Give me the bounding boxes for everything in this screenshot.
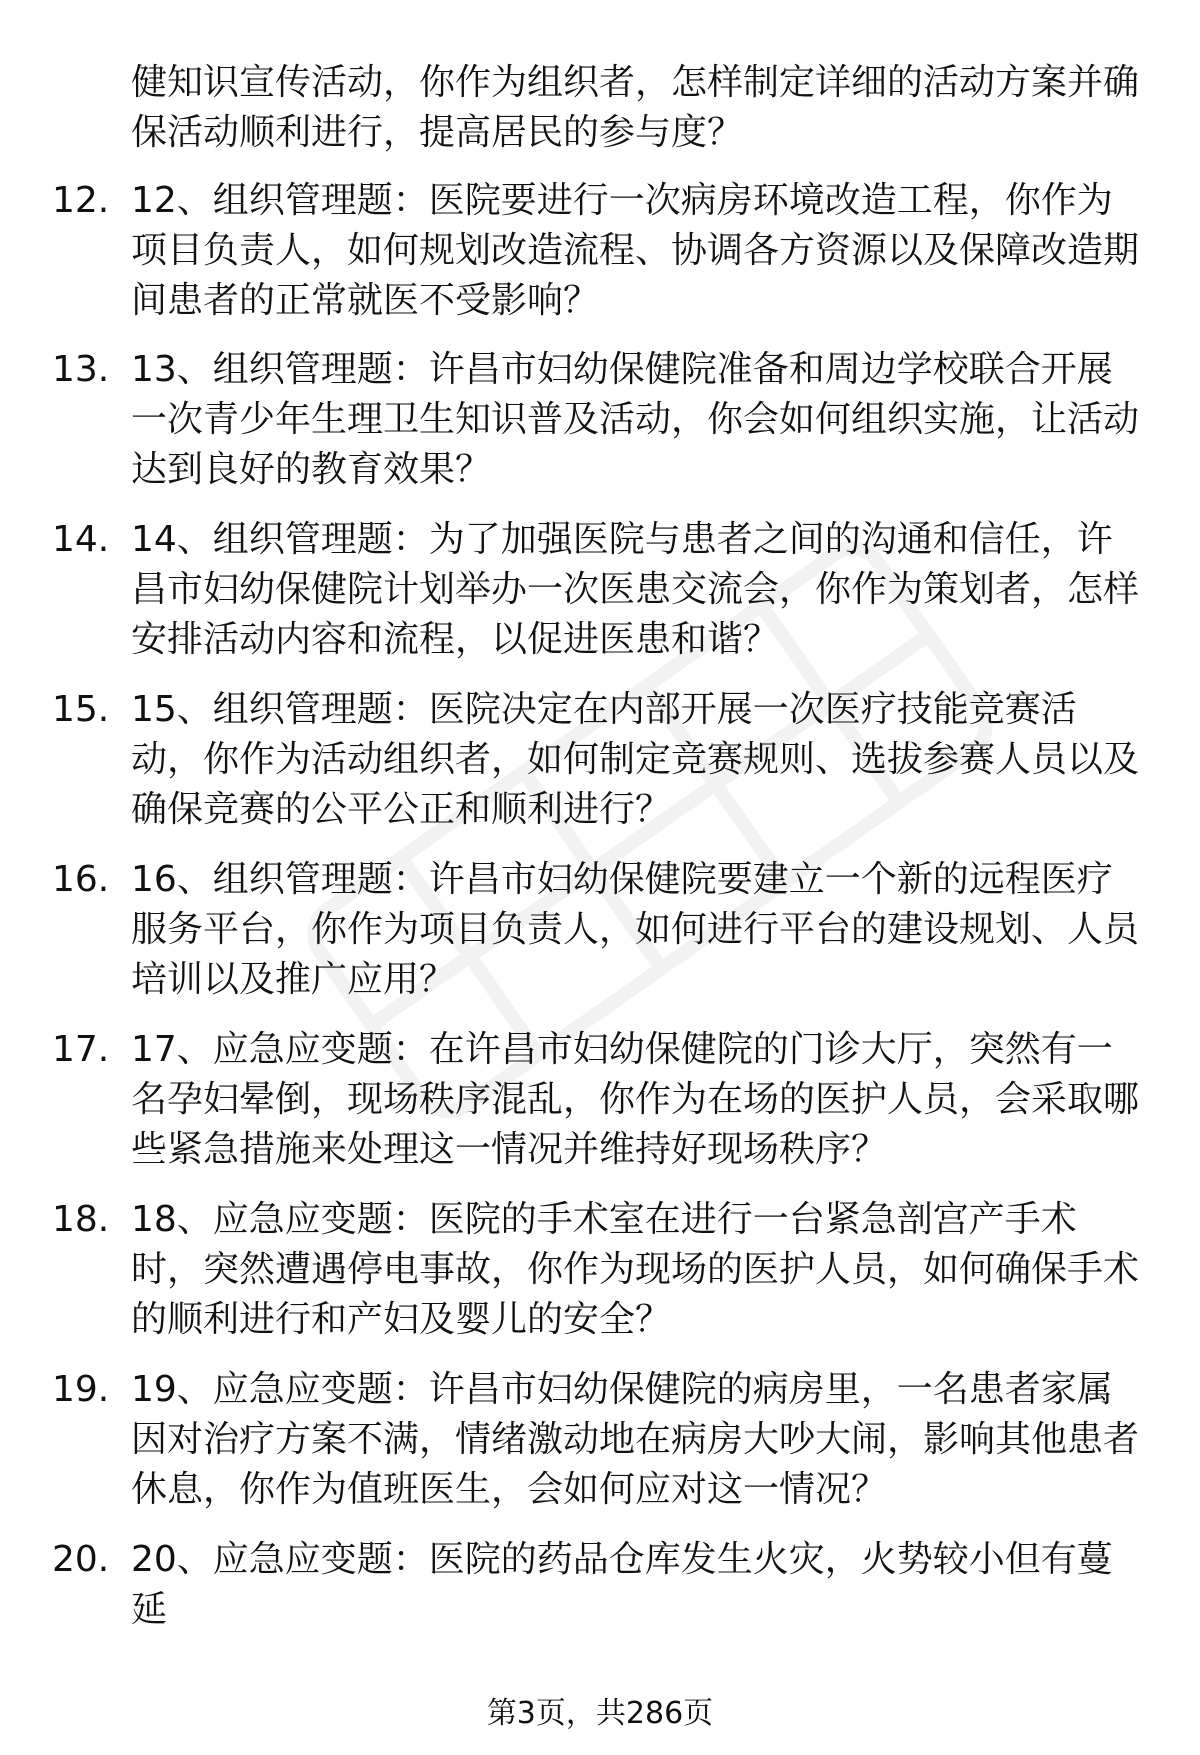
- item-number: 18.: [52, 1199, 110, 1240]
- item-number: 19.: [52, 1369, 110, 1410]
- item-number: 14.: [52, 519, 110, 560]
- item-number: 12.: [52, 180, 110, 221]
- item-text: 12、组织管理题：医院要进行一次病房环境改造工程，你作为项目负责人，如何规划改造流程、协调各方资源以及保障改造期间患者的正常就医不受影响？: [131, 180, 1140, 321]
- item-text: 20、应急应变题：医院的药品仓库发生火灾，火势较小但有蔓延: [131, 1539, 1113, 1630]
- item-number: 20.: [52, 1539, 110, 1580]
- item-number: 17.: [52, 1029, 110, 1070]
- continuation-paragraph: 健知识宣传活动，你作为组织者，怎样制定详细的活动方案并确保活动顺利进行，提高居民的参与度？: [131, 62, 1140, 153]
- item-text: 16、组织管理题：许昌市妇幼保健院要建立一个新的远程医疗服务平台，你作为项目负责人，如何进行平台的建设规划、人员培训以及推广应用？: [131, 859, 1140, 1000]
- item-text: 18、应急应变题：医院的手术室在进行一台紧急剖宫产手术时，突然遭遇停电事故，你作为现场的医护人员，如何确保手术的顺利进行和产妇及婴儿的安全？: [131, 1199, 1140, 1340]
- item-number: 13.: [52, 349, 110, 390]
- item-number: 15.: [52, 689, 110, 730]
- item-number: 16.: [52, 859, 110, 900]
- item-text: 17、应急应变题：在许昌市妇幼保健院的门诊大厅，突然有一名孕妇晕倒，现场秩序混乱，你作为在场的医护人员，会采取哪些紧急措施来处理这一情况并维持好现场秩序？: [131, 1029, 1140, 1170]
- item-text: 15、组织管理题：医院决定在内部开展一次医疗技能竞赛活动，你作为活动组织者，如何制定竞赛规则、选拔参赛人员以及确保竞赛的公平公正和顺利进行？: [131, 689, 1140, 830]
- item-text: 19、应急应变题：许昌市妇幼保健院的病房里，一名患者家属因对治疗方案不满，情绪激动地在病房大吵大闹，影响其他患者休息，你作为值班医生，会如何应对这一情况？: [131, 1369, 1140, 1510]
- page-footer: 第3页，共286页: [486, 1696, 714, 1731]
- item-text: 13、组织管理题：许昌市妇幼保健院准备和周边学校联合开展一次青少年生理卫生知识普及活动，你会如何组织实施，让活动达到良好的教育效果？: [131, 349, 1140, 490]
- item-text: 14、组织管理题：为了加强医院与患者之间的沟通和信任，许昌市妇幼保健院计划举办一次医患交流会，你作为策划者，怎样安排活动内容和流程，以促进医患和谐？: [131, 519, 1140, 660]
